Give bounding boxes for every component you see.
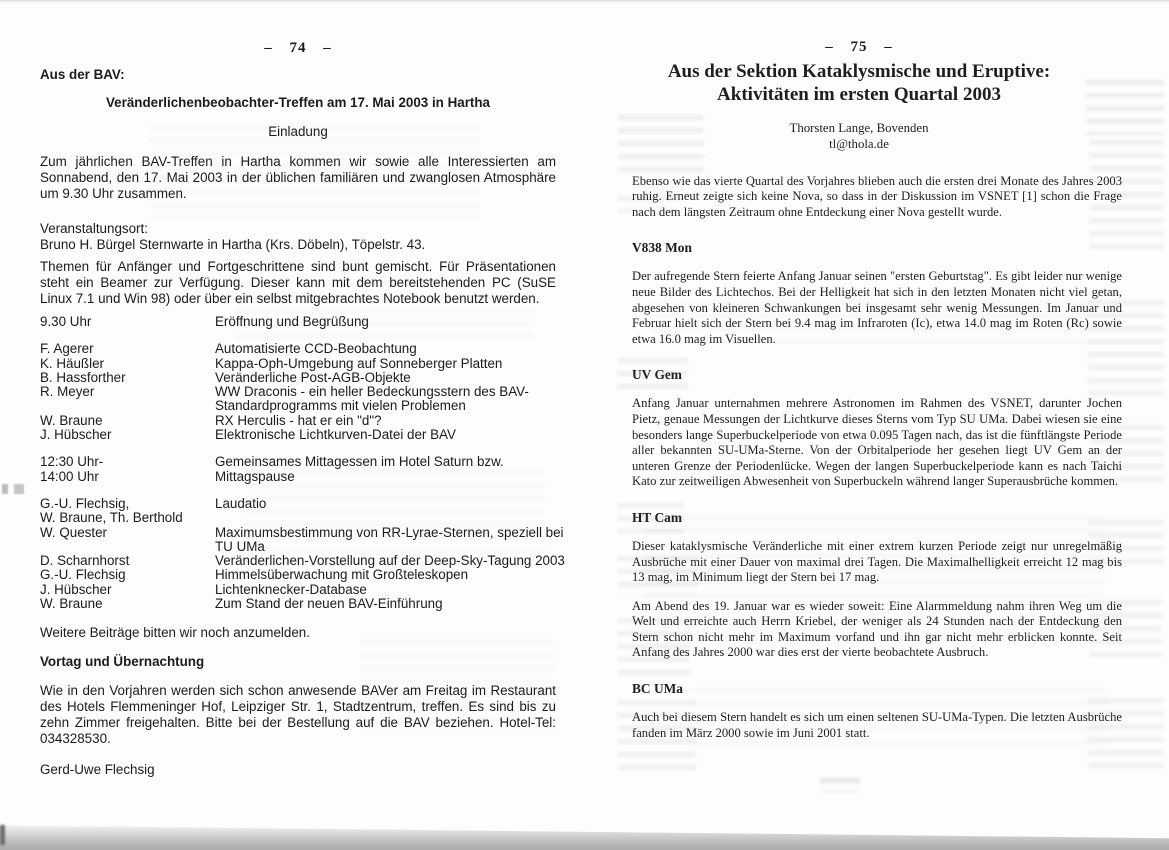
schedule-row bbox=[40, 357, 556, 371]
schedule-topic: Mittagspause bbox=[215, 468, 295, 484]
schedule-row bbox=[40, 497, 556, 511]
star-section-heading: HT Cam bbox=[632, 509, 682, 525]
schedule-speaker: 9.30 Uhr bbox=[40, 314, 92, 329]
author-email: tl@thola.de bbox=[829, 136, 889, 151]
venue-label: Veranstaltungsort: bbox=[40, 221, 148, 236]
signature: Gerd-Uwe Flechsig bbox=[40, 762, 155, 778]
scan-shadow-corner bbox=[0, 825, 5, 845]
schedule-row bbox=[40, 428, 556, 442]
schedule-topic: Maximumsbestimmung von RR-Lyrae-Sternen, speziell bei bbox=[215, 524, 564, 540]
section-kicker: Aus der BAV: bbox=[40, 67, 125, 82]
schedule-row bbox=[40, 342, 556, 356]
schedule-row bbox=[40, 414, 556, 428]
star-section-paragraph: Der aufregende Stern feierte Anfang Januar seinen "ersten Geburtstag". Es gibt leider nur wenige neue Bilder des Lichtechos. Bei der Helligkeit hat sich in den letzten Monaten nicht viel getan, abgesehen von kleineren Schwankungen bei insgesamt sehr wenig Messungen. Im Januar und Februar hielt sich der Stern bei 9.4 mag im Infraroten (Ic), etwa 14.0 mag im Roten (Rc) sowie etwa 16.0 mag im Visuellen. bbox=[632, 269, 1122, 346]
schedule-speaker: F. Agerer bbox=[40, 341, 94, 357]
page-74 bbox=[40, 40, 565, 778]
schedule-row bbox=[40, 315, 556, 329]
schedule-speaker: K. Häußler bbox=[40, 355, 104, 371]
schedule-topic: WW Draconis - ein heller Bedeckungsstern des BAV- bbox=[215, 384, 529, 400]
schedule-row bbox=[40, 470, 556, 484]
star-section-heading: UV Gem bbox=[632, 367, 682, 383]
schedule-row bbox=[40, 597, 556, 611]
article-intro-paragraph: Ebenso wie das vierte Quartal des Vorjahres blieben auch die ersten drei Monate des Jahres 2003 ruhig. Erneut zeigte sich keine Nova, so dass in der Diskussion im VSNET [1] schon die Frage nach dem längsten Zeitraum ohne Entdeckung einer Nova gestellt wurde. bbox=[632, 173, 1122, 219]
schedule-speaker: W. Braune bbox=[40, 596, 103, 612]
schedule-topic: Himmelsüberwachung mit Großteleskopen bbox=[215, 567, 469, 583]
schedule-topic: Eröffnung und Begrüßung bbox=[215, 314, 369, 329]
page-number: – 74 – bbox=[264, 40, 332, 56]
bleed-through-artifact bbox=[820, 778, 860, 792]
hotel-paragraph: Wie in den Vorjahren werden sich schon anwesende BAVer am Freitag im Restaurant des Hotels Flemmeninger Hof, Leipziger Str. 1, Stadtzentrum, treffen. Es sind bis zu zehn Zimmer freigehalten. Bitte bei der Bestellung auf die BAV beziehen. Hotel-Tel: 034328530. bbox=[40, 683, 556, 747]
schedule-speaker bbox=[40, 399, 215, 413]
author-name: Thorsten Lange, Bovenden bbox=[789, 120, 929, 135]
schedule-topic: Automatisierte CCD-Beobachtung bbox=[215, 341, 417, 357]
schedule-topic: Zum Stand der neuen BAV-Einführung bbox=[215, 596, 443, 612]
schedule-row bbox=[40, 583, 556, 597]
meeting-title: Veränderlichenbeobachter-Treffen am 17. Mai 2003 in Hartha bbox=[105, 95, 490, 110]
schedule-row bbox=[40, 540, 556, 554]
schedule-topic: Kappa-Oph-Umgebung auf Sonneberger Platten bbox=[215, 355, 503, 371]
schedule-row bbox=[40, 553, 565, 569]
schedule-topic: RX Herculis - hat er ein "d"? bbox=[215, 412, 382, 428]
schedule-row bbox=[40, 568, 556, 582]
schedule-topic: Veränderliche Post-AGB-Objekte bbox=[215, 369, 411, 385]
note-line: Weitere Beiträge bitten wir noch anzumelden. bbox=[40, 625, 310, 641]
schedule-row bbox=[40, 524, 564, 540]
schedule-speaker: G.-U. Flechsig, bbox=[40, 495, 130, 511]
author-block bbox=[632, 120, 1122, 152]
schedule-speaker: J. Hübscher bbox=[40, 427, 112, 443]
scan-edge-shadow bbox=[0, 822, 1169, 850]
schedule-row bbox=[40, 399, 556, 413]
schedule-row bbox=[40, 371, 556, 385]
schedule-speaker: D. Scharnhorst bbox=[40, 553, 130, 569]
schedule-speaker: W. Braune, Th. Berthold bbox=[40, 510, 183, 526]
schedule-topic: TU UMa bbox=[215, 538, 265, 554]
schedule-speaker: R. Meyer bbox=[40, 384, 95, 400]
article-title-line1: Aus der Sektion Kataklysmische und Eruptive: bbox=[667, 60, 1051, 82]
schedule-topic: Gemeinsames Mittagessen im Hotel Saturn bzw. bbox=[215, 454, 504, 470]
intro-paragraph: Zum jährlichen BAV-Treffen in Hartha kommen wir sowie alle Interessierten am Sonnabend, den 17. Mai 2003 in der üblichen familiären und zwanglosen Atmosphäre um 9.30 Uhr zusammen. bbox=[40, 154, 556, 201]
schedule-topic: Lichtenknecker-Database bbox=[215, 581, 367, 597]
star-section-paragraph: Am Abend des 19. Januar war es wieder soweit: Eine Alarmmeldung nahm ihren Weg um die Welt und erreichte auch Herrn Kriebel, der weniger als 24 Stunden nach der Entdeckung den Stern schon nicht mehr im Maximum vorfand und ihn gar nicht mehr erblicken konnte. Seit Anfang des Jahres 2000 war dies erst der vierte beobachtete Ausbruch. bbox=[632, 598, 1122, 660]
invitation-subtitle: Einladung bbox=[268, 124, 328, 139]
schedule-topic: Laudatio bbox=[215, 495, 267, 511]
schedule-speaker: W. Braune bbox=[40, 412, 103, 428]
schedule-speaker: G.-U. Flechsig bbox=[40, 567, 126, 583]
star-section-heading: V838 Mon bbox=[632, 240, 692, 256]
page-75 bbox=[632, 40, 1122, 741]
schedule-speaker: 12:30 Uhr- bbox=[40, 454, 104, 470]
schedule-speaker: W. Quester bbox=[40, 524, 107, 540]
schedule-speaker: 14:00 Uhr bbox=[40, 468, 99, 484]
scan-edge-top bbox=[0, 0, 1169, 3]
schedule-row bbox=[40, 511, 556, 525]
schedule-row bbox=[40, 385, 556, 399]
article-title-line2: Aktivitäten im ersten Quartal 2003 bbox=[717, 83, 1001, 105]
star-section-paragraph: Anfang Januar unternahmen mehrere Astronomen im Rahmen des VSNET, darunter Jochen Pietz, genaue Messungen der Lichtkurve dieses Sterns vom Typ SU UMa. Dabei wiesen sie eine besonders lange Superbuckelperiode von etwa 0.095 Tagen nach, das ist die fünftlängste Periode aller bekannten SU-UMa-Sterne. Von der Orbitalperiode her gesehen liegt UV Gem an der unteren Grenze der Periodenlücke. Wegen der langen Superbuckelperiode kann es nach Taichi Kato zur zeitweiligen Abwesenheit von Superbuckeln während langer Superausbrüche kommen. bbox=[632, 396, 1122, 489]
star-section-paragraph: Dieser kataklysmische Veränderliche mit einer extrem kurzen Periode zeigt nur unregelmäßig Ausbrüche mit einer Dauer von maximal drei Tagen. Die Maximalhelligkeit erreicht 12 mag bis 13 mag, im Minimum liegt der Stern bei 17 mag. bbox=[632, 538, 1122, 585]
scan-edge-mark bbox=[2, 484, 28, 494]
topics-paragraph: Themen für Anfänger und Fortgeschrittene sind bunt gemischt. Für Präsentationen steht ein Beamer zur Verfügung. Dieser kann mit dem bereitstehenden PC (SuSE Linux 7.1 und Win 98) oder über ein selbst mitgebrachtes Notebook benutzt werden. bbox=[40, 259, 556, 306]
schedule-topic: Veränderlichen-Vorstellung auf der Deep-Sky-Tagung 2003 bbox=[215, 553, 565, 569]
schedule-row bbox=[40, 455, 556, 469]
schedule-speaker: B. Hassforther bbox=[40, 369, 126, 385]
page-number: – 75 – bbox=[825, 39, 893, 55]
subheading-vortag: Vortag und Übernachtung bbox=[40, 654, 205, 670]
venue-block bbox=[40, 221, 556, 253]
article-title bbox=[614, 60, 1104, 106]
star-sections bbox=[632, 240, 1122, 741]
star-section-paragraph: Auch bei diesem Stern handelt es sich um einen seltenen SU-UMa-Typen. Die letzten Ausbrüche fanden im März 2000 sowie im Juni 2001 statt. bbox=[632, 710, 1122, 740]
schedule-speaker bbox=[40, 540, 215, 554]
schedule-topic bbox=[215, 511, 556, 525]
schedule-topic: Standardprogramms mit vielen Problemen bbox=[215, 398, 466, 414]
venue-address: Bruno H. Bürgel Sternwarte in Hartha (Krs. Döbeln), Töpelstr. 43. bbox=[40, 237, 426, 252]
schedule-speaker: J. Hübscher bbox=[40, 581, 112, 597]
schedule-topic: Elektronische Lichtkurven-Datei der BAV bbox=[215, 427, 456, 443]
star-section-heading: BC UMa bbox=[632, 681, 683, 697]
schedule-topic bbox=[215, 484, 556, 497]
schedule-table bbox=[40, 314, 565, 612]
